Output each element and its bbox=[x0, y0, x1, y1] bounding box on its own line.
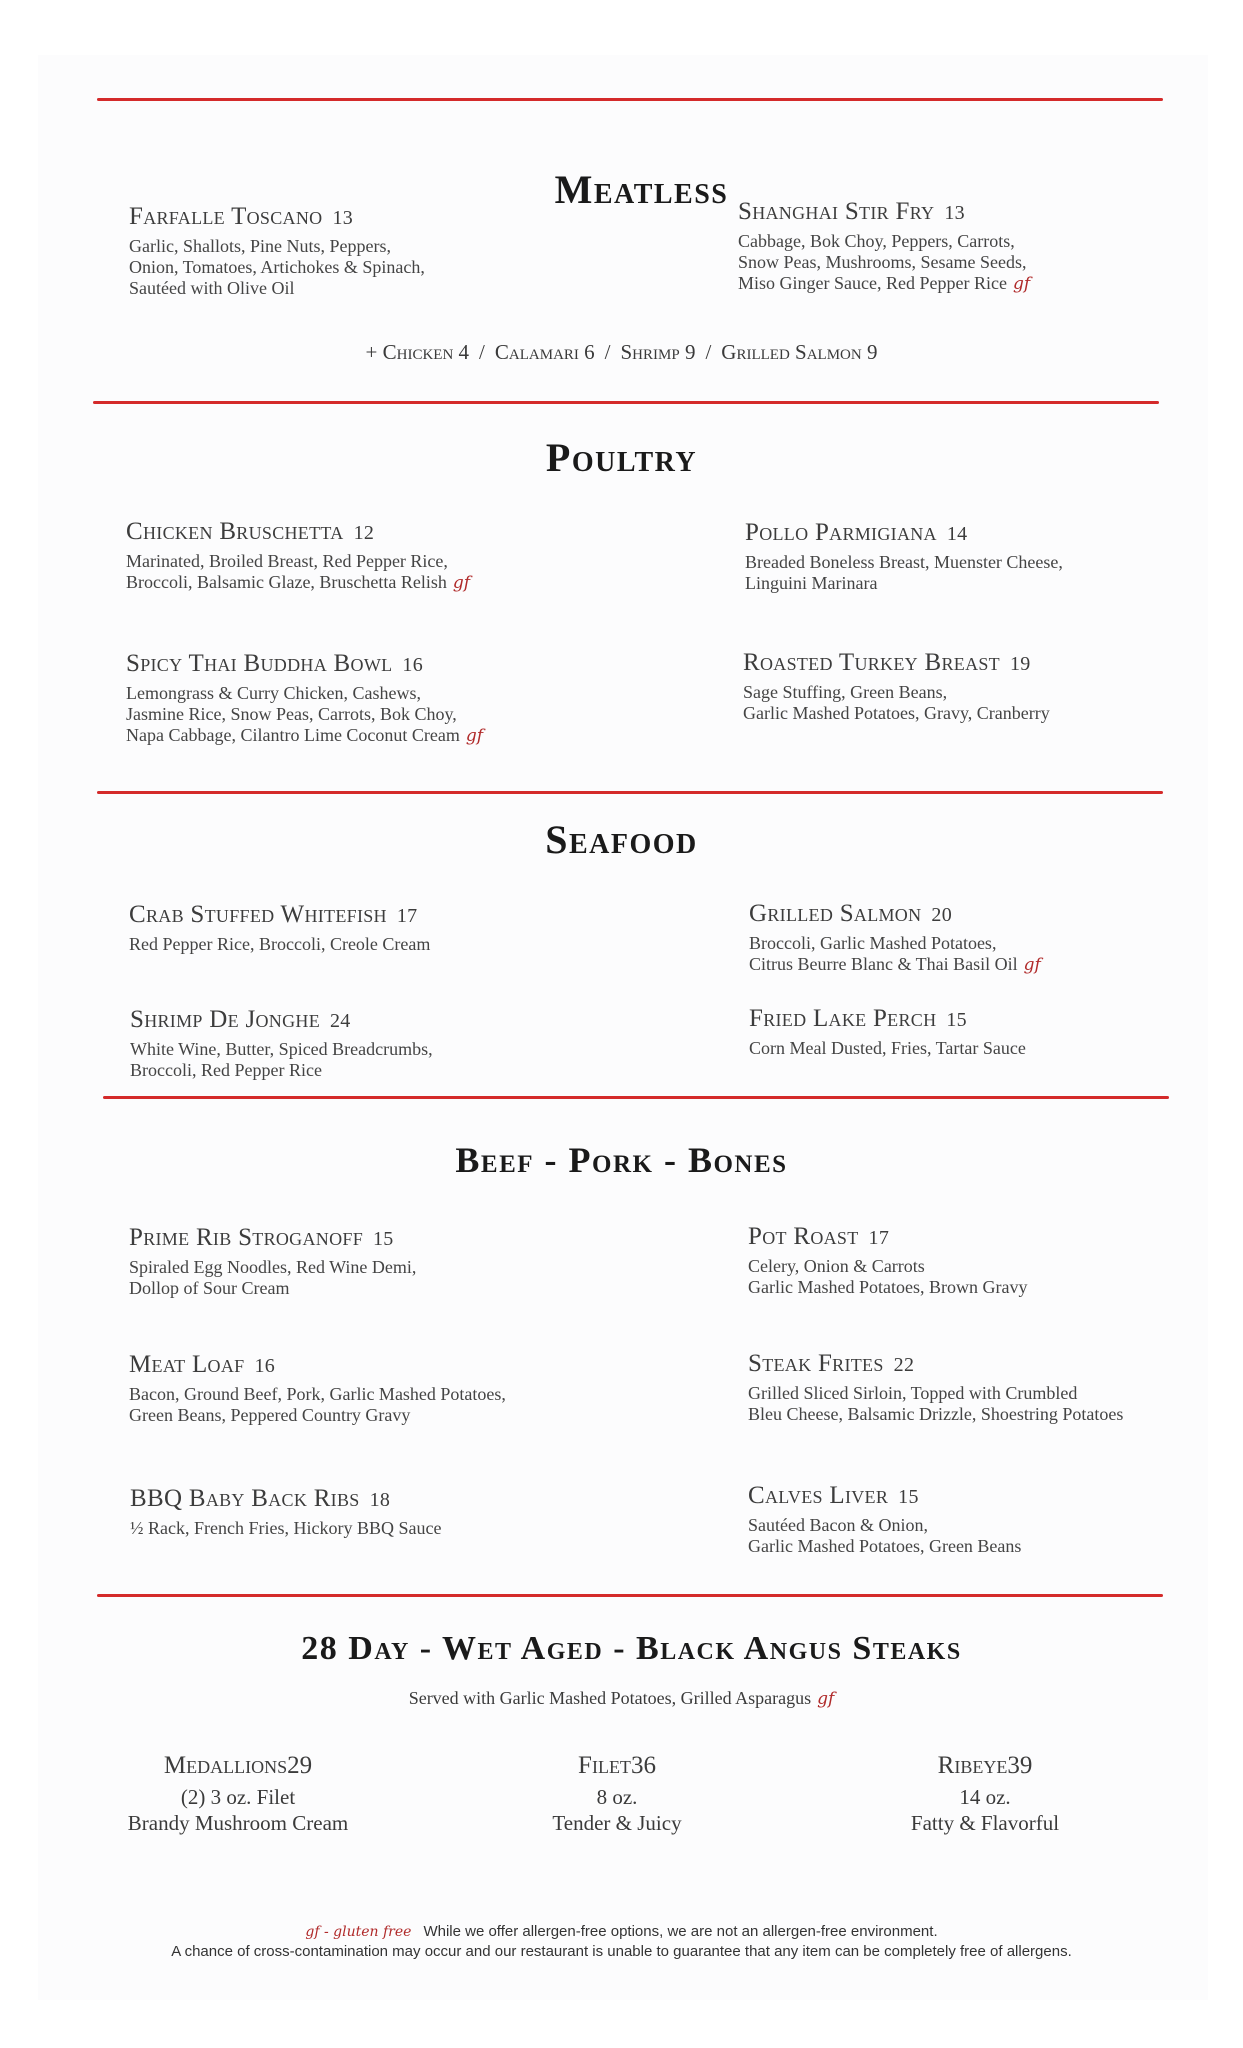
item-description: Marinated, Broiled Breast, Red Pepper Rice, bbox=[126, 551, 448, 571]
item-name: Pollo Parmigiana bbox=[745, 519, 937, 546]
allergen-footer bbox=[0, 1922, 1243, 1962]
item-name: Meat Loaf bbox=[129, 1351, 245, 1378]
item-description: Broccoli, Red Pepper Rice bbox=[130, 1060, 322, 1080]
item-name: Steak Frites bbox=[748, 1350, 884, 1377]
item-description: Garlic, Shallots, Pine Nuts, Peppers, bbox=[129, 236, 391, 256]
item-description: Lemongrass & Curry Chicken, Cashews, bbox=[126, 683, 421, 703]
item-name: Crab Stuffed Whitefish bbox=[129, 901, 387, 928]
item-name: Shrimp De Jonghe bbox=[130, 1006, 320, 1033]
item-name: Pot Roast bbox=[748, 1223, 859, 1250]
item-description: ½ Rack, French Fries, Hickory BBQ Sauce bbox=[130, 1518, 442, 1538]
item-description: Snow Peas, Mushrooms, Sesame Seeds, bbox=[738, 252, 1027, 272]
item-description: Linguini Marinara bbox=[745, 573, 878, 593]
menu-item-chicken-bruschetta bbox=[126, 518, 470, 594]
item-price: 12 bbox=[353, 522, 375, 544]
item-price: 22 bbox=[893, 1354, 915, 1376]
item-description: Garlic Mashed Potatoes, Gravy, Cranberry bbox=[743, 703, 1050, 723]
item-description: White Wine, Butter, Spiced Breadcrumbs, bbox=[130, 1039, 433, 1059]
item-price: 18 bbox=[369, 1489, 391, 1511]
item-description: Spiraled Egg Noodles, Red Wine Demi, bbox=[129, 1257, 417, 1277]
item-description: Cabbage, Bok Choy, Peppers, Carrots, bbox=[738, 231, 1015, 251]
menu-item-grilled-salmon bbox=[749, 900, 1041, 976]
menu-item-farfalle-toscano bbox=[129, 203, 425, 299]
item-name: Fried Lake Perch bbox=[749, 1005, 937, 1032]
gluten-free-mark: gf bbox=[465, 726, 484, 746]
item-description: 14 oz. bbox=[959, 1785, 1011, 1809]
item-price: 24 bbox=[330, 1010, 351, 1032]
gluten-free-mark: gf bbox=[817, 1689, 835, 1709]
item-description: Corn Meal Dusted, Fries, Tartar Sauce bbox=[749, 1038, 1026, 1058]
item-name: Calves Liver bbox=[748, 1482, 889, 1509]
item-description: Fatty & Flavorful bbox=[910, 1811, 1060, 1835]
steak-filet bbox=[467, 1752, 767, 1836]
item-description: Bacon, Ground Beef, Pork, Garlic Mashed Potatoes, bbox=[129, 1384, 506, 1404]
item-price: 15 bbox=[946, 1009, 967, 1031]
gluten-free-mark: gf bbox=[1023, 955, 1041, 975]
menu-item-fried-lake-perch bbox=[749, 1005, 1026, 1059]
item-name: Roasted Turkey Breast bbox=[743, 649, 1000, 676]
item-description: Breaded Boneless Breast, Muenster Cheese, bbox=[745, 552, 1063, 572]
item-price: 17 bbox=[868, 1227, 890, 1249]
item-name: Ribeye bbox=[937, 1752, 1008, 1779]
item-name: Chicken Bruschetta bbox=[126, 518, 344, 545]
item-description: Tender & Juicy bbox=[552, 1811, 682, 1835]
section-title-meatless: Meatless bbox=[554, 167, 729, 212]
item-description: Red Pepper Rice, Broccoli, Creole Cream bbox=[129, 934, 431, 954]
allergen-notice-line-2: A chance of cross-contamination may occur and our restaurant is unable to guarantee that any item can be completely free of allergens. bbox=[171, 1943, 1072, 1960]
item-description: Sautéed with Olive Oil bbox=[129, 278, 295, 298]
item-price: 15 bbox=[898, 1486, 919, 1508]
steak-ribeye bbox=[835, 1752, 1135, 1836]
item-price: 20 bbox=[931, 904, 952, 926]
steaks-subtitle-text: Served with Garlic Mashed Potatoes, Grilled Asparagus bbox=[408, 1688, 812, 1708]
section-title-poultry: Poultry bbox=[545, 435, 698, 480]
menu-item-prime-rib-stroganoff bbox=[129, 1224, 416, 1299]
gluten-free-mark: gf bbox=[1012, 274, 1031, 294]
item-description: Sautéed Bacon & Onion, bbox=[748, 1515, 928, 1535]
item-name: Grilled Salmon bbox=[749, 900, 922, 927]
divider-meatless bbox=[93, 401, 1159, 404]
item-price: 13 bbox=[332, 207, 354, 229]
item-price: 39 bbox=[1007, 1752, 1033, 1779]
item-description: Celery, Onion & Carrots bbox=[748, 1256, 925, 1276]
menu-item-spicy-thai-buddha-bowl bbox=[126, 650, 483, 747]
item-price: 16 bbox=[402, 654, 424, 676]
item-name: Filet bbox=[578, 1752, 631, 1779]
item-description: (2) 3 oz. Filet bbox=[180, 1785, 296, 1809]
item-name: Farfalle Toscano bbox=[129, 203, 323, 230]
item-description: Brandy Mushroom Cream bbox=[127, 1811, 349, 1835]
item-description: Broccoli, Balsamic Glaze, Bruschetta Relish bbox=[126, 572, 447, 592]
menu-item-shanghai-stir-fry bbox=[738, 198, 1030, 295]
item-description: Miso Ginger Sauce, Red Pepper Rice bbox=[738, 273, 1007, 293]
section-title-seafood: Seafood bbox=[545, 817, 698, 862]
item-description: Jasmine Rice, Snow Peas, Carrots, Bok Choy, bbox=[126, 704, 457, 724]
addon-grilled-salmon: Grilled Salmon 9 bbox=[721, 340, 878, 364]
divider-seafood bbox=[103, 1096, 1169, 1099]
divider-poultry bbox=[97, 791, 1163, 794]
divider-top bbox=[97, 98, 1163, 101]
menu-item-pot-roast bbox=[748, 1223, 1027, 1298]
section-title-beef-pork-bones: Beef - Pork - Bones bbox=[455, 1140, 788, 1180]
item-description: Garlic Mashed Potatoes, Brown Gravy bbox=[748, 1277, 1028, 1297]
menu-item-shrimp-de-jonghe bbox=[130, 1006, 433, 1081]
menu-item-calves-liver bbox=[748, 1482, 1021, 1557]
item-price: 15 bbox=[373, 1228, 394, 1250]
item-price: 19 bbox=[1009, 653, 1031, 675]
item-description: Green Beans, Peppered Country Gravy bbox=[129, 1405, 411, 1425]
menu-item-roasted-turkey-breast bbox=[743, 649, 1050, 724]
gluten-free-legend: gf - gluten free bbox=[305, 1924, 412, 1940]
allergen-notice-line-1: While we offer allergen-free options, we are not an allergen-free environment. bbox=[423, 1923, 938, 1940]
item-price: 29 bbox=[287, 1752, 313, 1779]
item-description: Grilled Sliced Sirloin, Topped with Crumbled bbox=[748, 1383, 1078, 1403]
divider-beef bbox=[97, 1594, 1163, 1597]
steaks-subtitle bbox=[0, 1688, 1243, 1709]
item-name: Spicy Thai Buddha Bowl bbox=[126, 650, 393, 677]
addon-chicken: + Chicken 4 bbox=[365, 340, 470, 364]
menu-item-crab-stuffed-whitefish bbox=[129, 901, 430, 955]
item-description: Sage Stuffing, Green Beans, bbox=[743, 682, 948, 702]
addon-calamari: Calamari 6 bbox=[494, 340, 595, 364]
item-name: BBQ Baby Back Ribs bbox=[130, 1485, 360, 1512]
menu-item-bbq-baby-back-ribs bbox=[130, 1485, 441, 1539]
item-price: 14 bbox=[946, 523, 968, 545]
item-description: 8 oz. bbox=[596, 1785, 638, 1809]
addons-line: + Chicken 4 / Calamari 6 / Shrimp 9 / Grilled Salmon 9 bbox=[365, 340, 878, 364]
item-price: 36 bbox=[630, 1752, 656, 1779]
item-description: Broccoli, Garlic Mashed Potatoes, bbox=[749, 933, 997, 953]
item-name: Medallions bbox=[163, 1752, 288, 1779]
menu-item-steak-frites bbox=[748, 1350, 1123, 1425]
section-title-steaks: 28 Day - Wet Aged - Black Angus Steaks bbox=[301, 1630, 962, 1667]
item-description: Napa Cabbage, Cilantro Lime Coconut Cream bbox=[126, 725, 460, 745]
steak-medallions bbox=[88, 1752, 388, 1836]
item-description: Dollop of Sour Cream bbox=[129, 1278, 290, 1298]
item-name: Shanghai Stir Fry bbox=[738, 198, 935, 225]
addon-shrimp: Shrimp 9 bbox=[620, 340, 696, 364]
item-price: 17 bbox=[396, 905, 418, 927]
item-description: Bleu Cheese, Balsamic Drizzle, Shoestring Potatoes bbox=[748, 1404, 1124, 1424]
item-price: 16 bbox=[254, 1355, 276, 1377]
item-price: 13 bbox=[944, 202, 965, 224]
menu-item-pollo-parmigiana bbox=[745, 519, 1063, 594]
item-description: Citrus Beurre Blanc & Thai Basil Oil bbox=[749, 954, 1018, 974]
menu-item-meat-loaf bbox=[129, 1351, 506, 1426]
item-description: Onion, Tomatoes, Artichokes & Spinach, bbox=[129, 257, 425, 277]
item-name: Prime Rib Stroganoff bbox=[129, 1224, 363, 1251]
item-description: Garlic Mashed Potatoes, Green Beans bbox=[748, 1536, 1022, 1556]
gluten-free-mark: gf bbox=[452, 573, 471, 593]
